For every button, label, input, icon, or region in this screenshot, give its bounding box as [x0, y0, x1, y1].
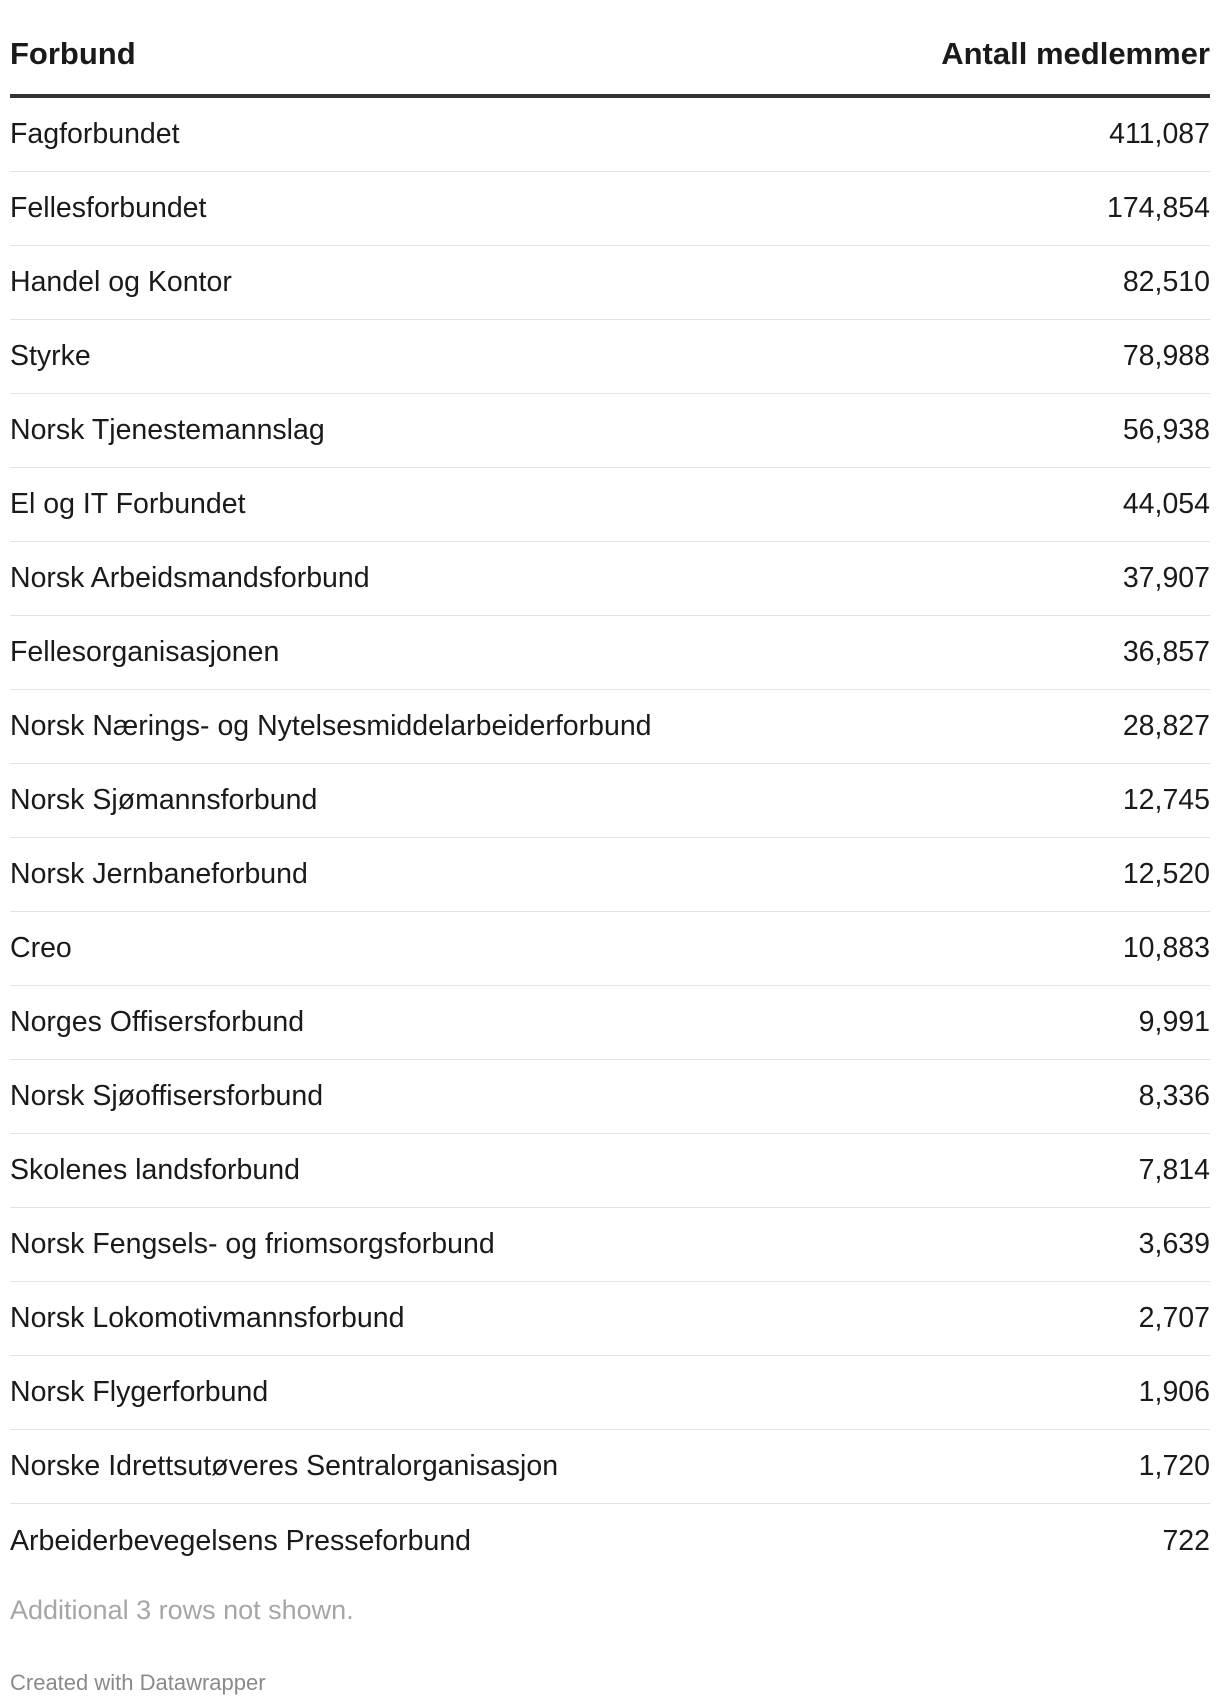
members-table [10, 0, 1210, 1578]
cell-antall-medlemmer: 1,906 [1138, 1376, 1210, 1408]
cell-forbund: Fellesforbundet [10, 192, 207, 224]
table-row [10, 690, 1210, 764]
cell-antall-medlemmer: 411,087 [1109, 118, 1210, 150]
cell-forbund: Norsk Tjenestemannslag [10, 414, 325, 446]
cell-forbund: El og IT Forbundet [10, 488, 246, 520]
column-header-antall-medlemmer[interactable]: Antall medlemmer [941, 36, 1210, 71]
table-row [10, 1430, 1210, 1504]
cell-forbund: Norsk Arbeidsmandsforbund [10, 562, 370, 594]
cell-antall-medlemmer: 78,988 [1122, 340, 1210, 372]
cell-forbund: Arbeiderbevegelsens Presseforbund [10, 1524, 472, 1557]
cell-forbund: Norsk Lokomotivmannsforbund [10, 1302, 405, 1334]
cell-forbund: Norsk Nærings- og Nytelsesmiddelarbeiderforbund [10, 710, 652, 742]
table-row [10, 1208, 1210, 1282]
cell-antall-medlemmer: 3,639 [1138, 1228, 1210, 1260]
cell-antall-medlemmer: 7,814 [1138, 1154, 1210, 1186]
cell-antall-medlemmer: 8,336 [1138, 1080, 1210, 1112]
cell-forbund: Fellesorganisasjonen [10, 636, 280, 668]
rows-not-shown-note: Additional 3 rows not shown. [10, 1595, 354, 1625]
cell-antall-medlemmer: 174,854 [1106, 192, 1210, 224]
cell-forbund: Norsk Sjømannsforbund [10, 784, 318, 816]
cell-forbund: Fagforbundet [10, 118, 180, 150]
cell-antall-medlemmer: 37,907 [1122, 562, 1210, 594]
cell-antall-medlemmer: 36,857 [1122, 636, 1210, 668]
table-row [10, 542, 1210, 616]
table-row [10, 616, 1210, 690]
cell-antall-medlemmer: 722 [1162, 1524, 1210, 1557]
column-header-forbund[interactable]: Forbund [10, 36, 136, 71]
cell-antall-medlemmer: 82,510 [1122, 266, 1210, 298]
cell-forbund: Norges Offisersforbund [10, 1006, 305, 1038]
table-row [10, 320, 1210, 394]
cell-antall-medlemmer: 12,745 [1122, 784, 1210, 816]
table-row [10, 394, 1210, 468]
cell-antall-medlemmer: 10,883 [1122, 932, 1210, 964]
cell-forbund: Norsk Flygerforbund [10, 1376, 269, 1408]
cell-forbund: Skolenes landsforbund [10, 1154, 300, 1186]
cell-antall-medlemmer: 9,991 [1138, 1006, 1210, 1038]
table-row [10, 1060, 1210, 1134]
datawrapper-credit: Created with Datawrapper [10, 1670, 266, 1695]
table-row [10, 838, 1210, 912]
table-body [10, 98, 1210, 1578]
table-row [10, 1282, 1210, 1356]
table-row [10, 912, 1210, 986]
cell-forbund: Norsk Jernbaneforbund [10, 858, 308, 890]
cell-forbund: Styrke [10, 340, 91, 372]
cell-antall-medlemmer: 44,054 [1122, 488, 1210, 520]
cell-forbund: Norske Idrettsutøveres Sentralorganisasjon [10, 1450, 559, 1482]
cell-antall-medlemmer: 12,520 [1122, 858, 1210, 890]
cell-antall-medlemmer: 2,707 [1138, 1302, 1210, 1334]
table-header [10, 0, 1210, 98]
table-row [10, 172, 1210, 246]
table-row [10, 468, 1210, 542]
table-row [10, 764, 1210, 838]
table-row [10, 246, 1210, 320]
cell-forbund: Handel og Kontor [10, 266, 232, 298]
table-row [10, 986, 1210, 1060]
cell-antall-medlemmer: 56,938 [1122, 414, 1210, 446]
table-row [10, 98, 1210, 172]
cell-forbund: Norsk Sjøoffisersforbund [10, 1080, 324, 1112]
cell-antall-medlemmer: 28,827 [1122, 710, 1210, 742]
table-row [10, 1504, 1210, 1578]
cell-forbund: Creo [10, 932, 72, 964]
cell-antall-medlemmer: 1,720 [1138, 1450, 1210, 1482]
cell-forbund: Norsk Fengsels- og friomsorgsforbund [10, 1228, 495, 1260]
table-row [10, 1356, 1210, 1430]
table-row [10, 1134, 1210, 1208]
